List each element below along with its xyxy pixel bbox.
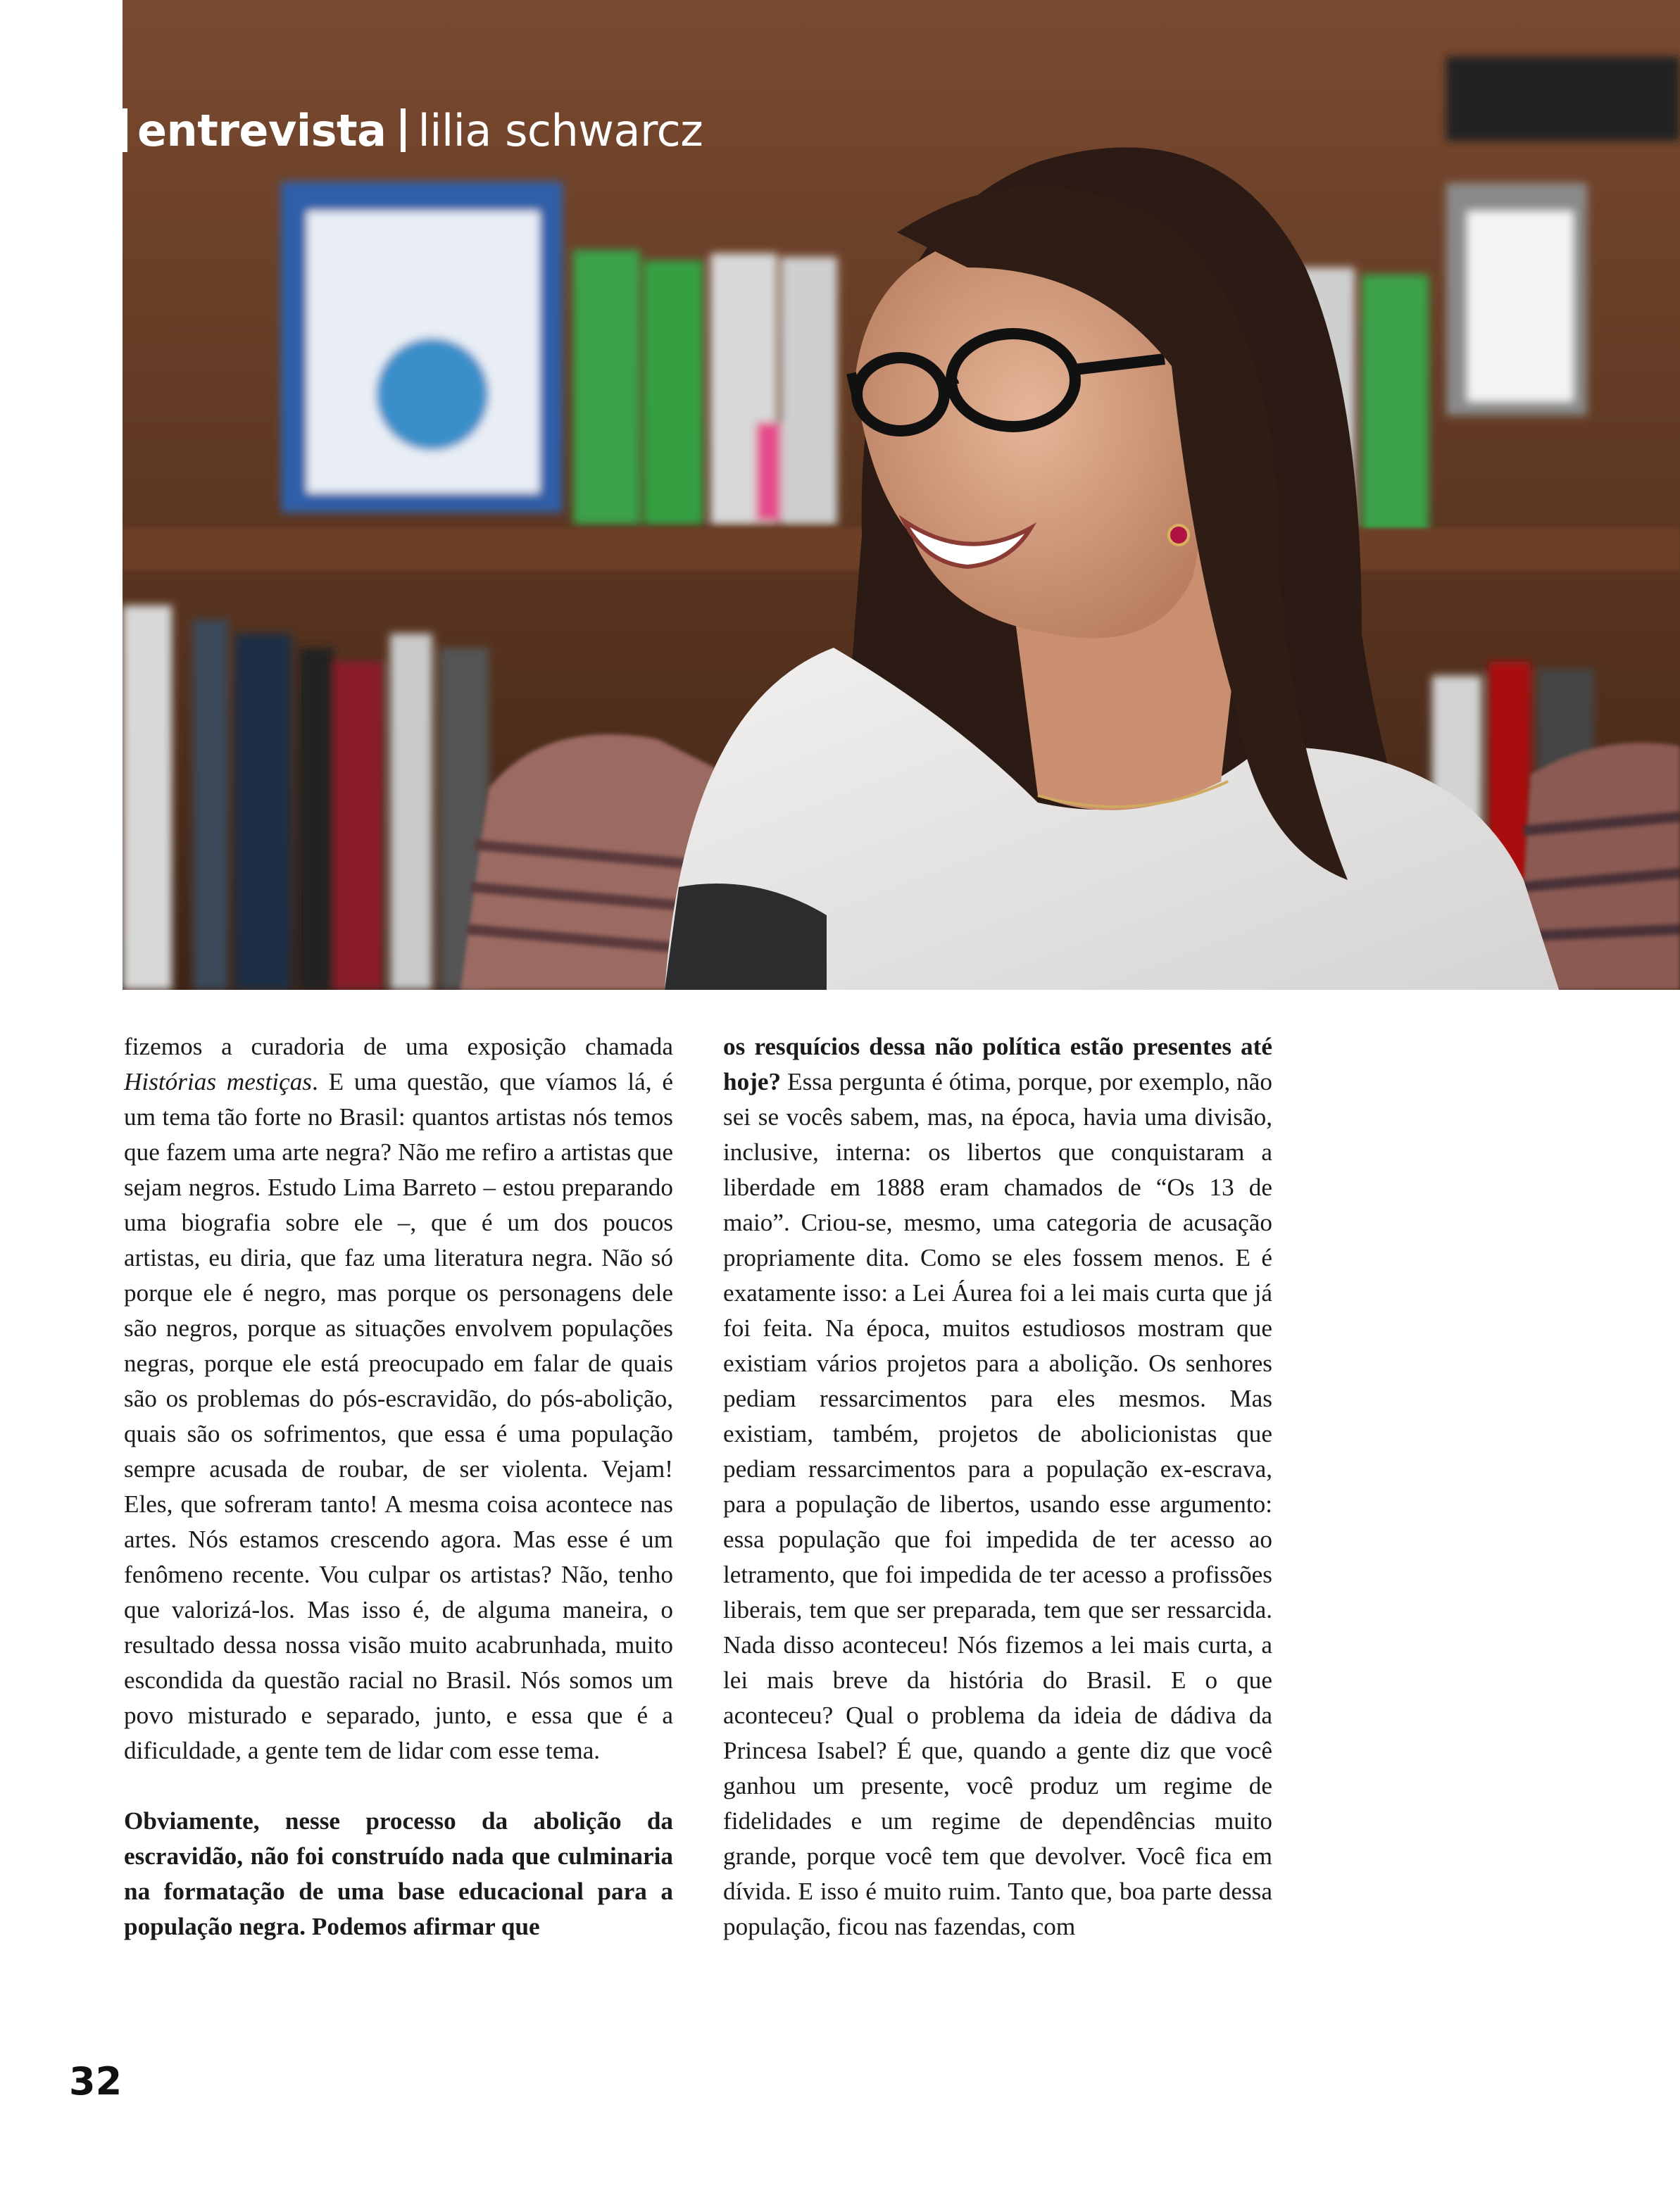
header-divider [123,108,127,152]
question-paragraph: Obviamente, nesse processo da abolição da escravidão, não foi construído nada que culminaria na formatação de uma base educacional para a população negra. Podemos afirmar que [124,1807,673,1940]
answer-paragraph [124,1029,673,1768]
page-number: 32 [69,2059,123,2104]
answer-paragraph [723,1029,1272,1944]
text-column-right [723,1029,1272,1944]
text-run: Essa pergunta é ótima, porque, por exemplo, não sei se vocês sabem, mas, na época, havia uma divisão, inclusive, interna: os libertos que conquistaram a liberdade em 1888 eram chamados de “Os 13 de maio”. Criou-se, mesmo, uma categoria de acusação propriamente dita. Como se eles fossem menos. E é exatamente isso: a Lei Áurea foi a lei mais curta que já foi feita. Na época, muitos estudiosos mostram que existiam vários projetos para a abolição. Os senhores pediam ressarcimentos para eles mesmos. Mas existiam, também, projetos de abolicionistas que pediam ressarcimentos para a população ex-escrava, para a população de libertos, usando esse argumento: essa população que foi impedida de ter acesso ao letramento, que foi impedida de ter acesso a profissões liberais, tem que ser preparada, tem que ser ressarcida. Nada disso aconteceu! Nós fizemos a lei mais curta, a lei mais breve da história do Brasil. E o que aconteceu? Qual o problema da ideia de dádiva da Princesa Isabel? É que, quando a gente diz que você ganhou um presente, você produz um regime de fidelidades e um regime de dependências muito grande, porque você tem que devolver. Você fica em dívida. E isso é muito ruim. Tanto que, boa parte dessa população, ficou nas fazendas, com [723,1068,1272,1940]
exhibition-title: Histórias mestiças [124,1068,312,1095]
interviewee-name: lilia schwarcz [418,104,703,156]
section-label: entrevista [137,104,387,156]
text-run: fizemos a curadoria de uma exposição chamada [124,1033,673,1060]
text-run: . E uma questão, que víamos lá, é um tema tão forte no Brasil: quantos artistas nós temos que fazem uma arte negra? Não me refiro a artistas que sejam negros. Estudo Lima Barreto – estou preparando uma biografia sobre ele –, que é um dos poucos artistas, eu diria, que faz uma literatura negra. Não só porque ele é negro, mas porque os personagens dele são negros, porque as situações envolvem populações negras, porque ele está preocupado em falar de quais são os problemas do pós-escravidão, do pós-abolição, quais são os sofrimentos, que essa é uma população sempre acusada de roubar, de ser violenta. Vejam! Eles, que sofreram tanto! A mesma coisa acontece nas artes. Nós estamos crescendo agora. Mas esse é um fenômeno recente. Vou culpar os artistas? Não, tenho que valorizá-los. Mas isso é, de alguma maneira, o resultado dessa nossa visão muito acabrunhada, muito escondida da questão racial no Brasil. Nós somos um povo misturado e separado, junto, e essa que é a dificuldade, a gente tem de lidar com esse tema. [124,1068,673,1764]
header-divider [401,108,406,152]
question-continuation: os resquícios dessa não política estão presentes até hoje? [723,1033,1272,1095]
text-column-left [124,1029,673,1944]
section-header [123,99,703,162]
